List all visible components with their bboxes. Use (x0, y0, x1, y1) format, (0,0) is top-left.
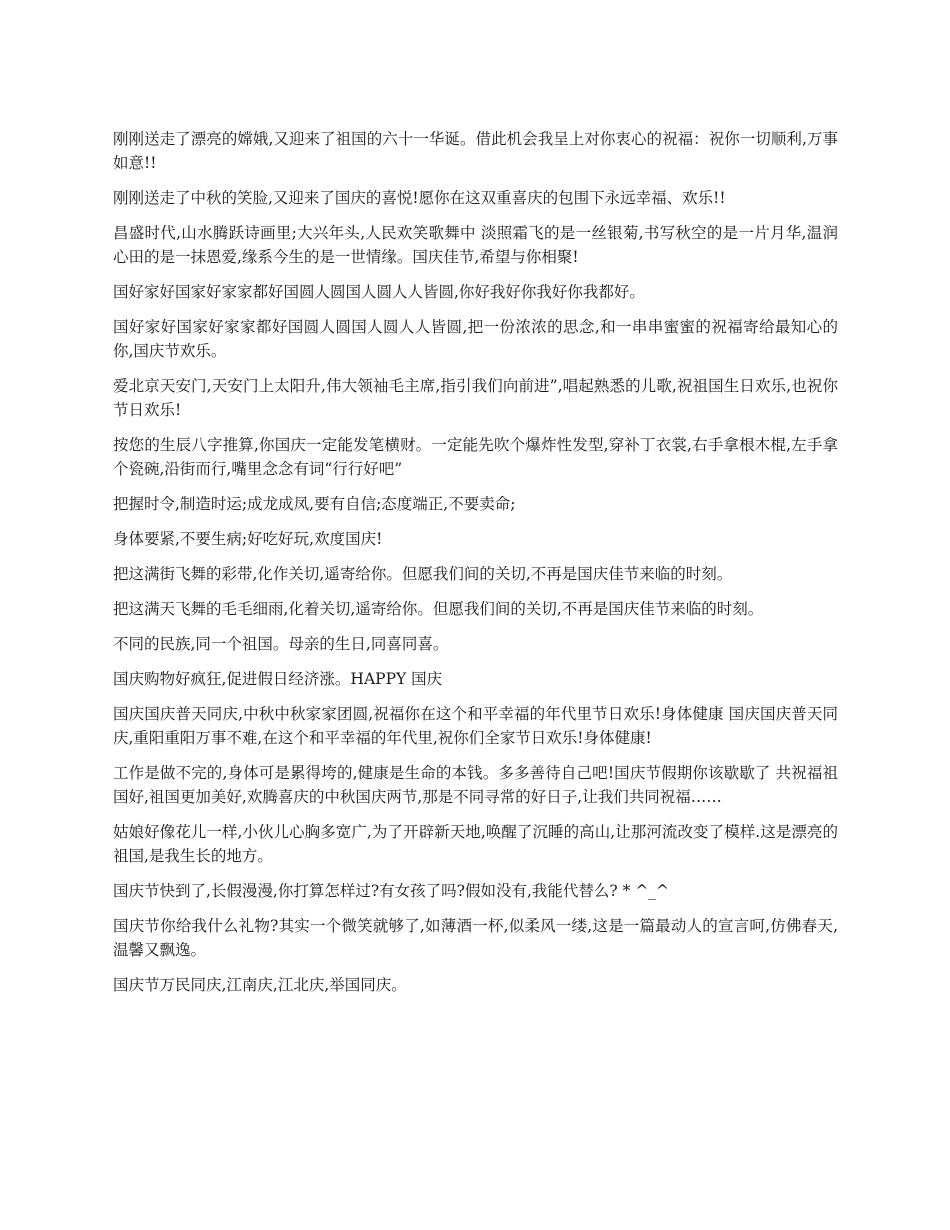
paragraph: 把握时令,制造时运;成龙成凤,要有自信;态度端正,不要卖命; (113, 495, 516, 513)
paragraph: 国庆国庆普天同庆,中秋中秋家家团圆,祝福你在这个和平幸福的年代里节日欢乐!身体健康 国庆国庆普天同庆,重阳重阳万事不难,在这个和平幸福的年代里,祝你们全家节日欢乐!身体健康! (113, 705, 838, 747)
paragraph: 国庆节万民同庆,江南庆,江北庆,举国同庆。 (113, 976, 407, 994)
paragraph: 国庆节你给我什么礼物?其实一个微笑就够了,如薄酒一杯,似柔风一缕,这是一篇最动人的宣言呵,仿佛春天,温馨又飘逸。 (113, 917, 838, 959)
paragraph: 刚刚送走了漂亮的嫦娥,又迎来了祖国的六十一华诞。借此机会我呈上对你衷心的祝福：祝你一切顺利,万事如意!! (113, 130, 838, 172)
paragraph: 把这满天飞舞的毛毛细雨,化着关切,遥寄给你。但愿我们间的关切,不再是国庆佳节来临的时刻。 (113, 600, 764, 618)
paragraph: 国庆节快到了,长假漫漫,你打算怎样过?有女孩了吗?假如没有,我能代替么? * ^_^ (113, 882, 670, 900)
paragraph: 把这满街飞舞的彩带,化作关切,遥寄给你。但愿我们间的关切,不再是国庆佳节来临的时刻。 (113, 565, 733, 583)
paragraph: 刚刚送走了中秋的笑脸,又迎来了国庆的喜悦!愿你在这双重喜庆的包围下永远幸福、欢乐!! (113, 189, 726, 207)
paragraph: 身体要紧,不要生病;好吃好玩,欢度国庆! (113, 530, 383, 548)
paragraph: 不同的民族,同一个祖国。母亲的生日,同喜同喜。 (113, 635, 449, 653)
paragraph: 国庆购物好疯狂,促进假日经济涨。HAPPY 国庆 (113, 670, 443, 688)
paragraph: 爱北京天安门,天安门上太阳升,伟大领袖毛主席,指引我们向前进”,唱起熟悉的儿歌,祝祖国生日欢乐,也祝你节日欢乐! (113, 377, 838, 419)
paragraph: 按您的生辰八字推算,你国庆一定能发笔横财。一定能先吹个爆炸性发型,穿补丁衣裳,右手拿根木棍,左手拿个瓷碗,沿街而行,嘴里念念有词“行行好吧” (113, 436, 838, 478)
paragraph: 国好家好国家好家家都好国圆人圆国人圆人人皆圆,把一份浓浓的思念,和一串串蜜蜜的祝福寄给最知心的你,国庆节欢乐。 (113, 318, 838, 360)
paragraph: 工作是做不完的,身体可是累得垮的,健康是生命的本钱。多多善待自己吧!国庆节假期你该歇歇了 共祝福祖国好,祖国更加美好,欢腾喜庆的中秋国庆两节,那是不同寻常的好日子,让我们共同祝福…… (113, 764, 838, 806)
paragraph: 昌盛时代,山水腾跃诗画里;大兴年头,人民欢笑歌舞中 淡照霜飞的是一丝银菊,书写秋空的是一片月华,温润心田的是一抹恩爱,缘系今生的是一世情缘。国庆佳节,希望与你相聚! (113, 224, 838, 266)
paragraph: 姑娘好像花儿一样,小伙儿心胸多宽广,为了开辟新天地,唤醒了沉睡的高山,让那河流改变了模样.这是漂亮的祖国,是我生长的地方。 (113, 823, 838, 865)
document-body (113, 127, 838, 1008)
paragraph: 国好家好国家好家家都好国圆人圆国人圆人人皆圆,你好我好你我好你我都好。 (113, 283, 645, 301)
